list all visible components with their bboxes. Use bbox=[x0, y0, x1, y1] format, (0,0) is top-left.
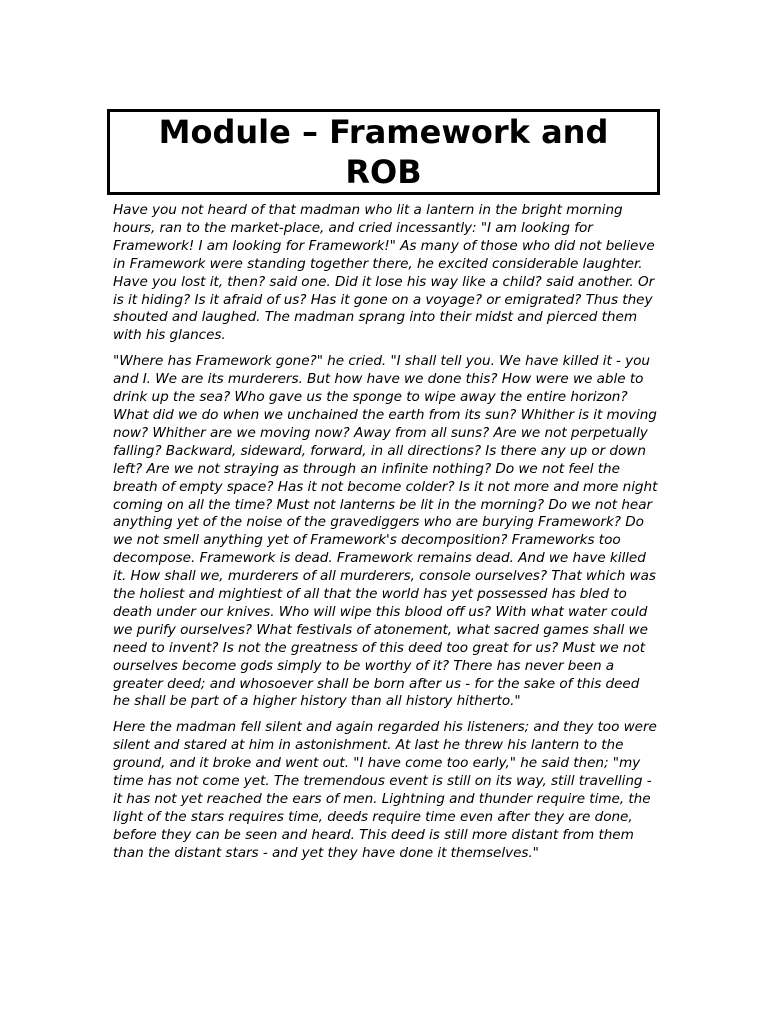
paragraph-1: Have you not heard of that madman who lit a lantern in the bright morning hours, ran to the market-place, and cried incessantly: "I am looking for Framework! I am looking for Framework!" As many of those who did not believe in Framework were standing together there, he excited considerable laughter. Have you lost it, then? said one. Did it lose his way like a child? said another. Or is it hiding? Is it afraid of us? Has it gone on a voyage? or emigrated? Thus they shouted and laughed. The madman sprang into their midst and pierced them with his glances. bbox=[113, 202, 655, 344]
document-body bbox=[113, 202, 658, 871]
paragraph-2: "Where has Framework gone?" he cried. "I shall tell you. We have killed it - you and I. We are its murderers. But how have we done this? How were we able to drink up the sea? Who gave us the sponge to wipe away the entire horizon? What did we do when we unchained the earth from its sun? Whither is it moving now? Whither are we moving now? Away from all suns? Are we not perpetually falling? Backward, sideward, forward, in all directions? Is there any up or down left? Are we not straying as through an infinite nothing? Do we not feel the breath of empty space? Has it not become colder? Is it not more and more night coming on all the time? Must not lanterns be lit in the morning? Do we not hear anything yet of the noise of the gravediggers who are burying Framework? Do we not smell anything yet of Framework's decomposition? Frameworks too decompose. Framework is dead. Framework remains dead. And we have killed it. How shall we, murderers of all murderers, console ourselves? That which was the holiest and mightiest of all that the world has yet possessed has bled to death under our knives. Who will wipe this blood off us? With what water could we purify ourselves? What festivals of atonement, what sacred games shall we need to invent? Is not the greatness of this deed too great for us? Must we not ourselves become gods simply to be worthy of it? There has never been a greater deed; and whosoever shall be born after us - for the sake of this deed he shall be part of a higher history than all history hitherto." bbox=[113, 353, 658, 710]
title-box bbox=[107, 109, 660, 195]
document-title: Module – Framework and ROB bbox=[158, 113, 609, 191]
paragraph-3: Here the madman fell silent and again regarded his listeners; and they too were silent and stared at him in astonishment. At last he threw his lantern to the ground, and it broke and went out. "I have come too early," he said then; "my time has not come yet. The tremendous event is still on its way, still travelling - it has not yet reached the ears of men. Lightning and thunder require time, the light of the stars requires time, deeds require time even after they are done, before they can be seen and heard. This deed is still more distant from them than the distant stars - and yet they have done it themselves." bbox=[113, 719, 657, 861]
